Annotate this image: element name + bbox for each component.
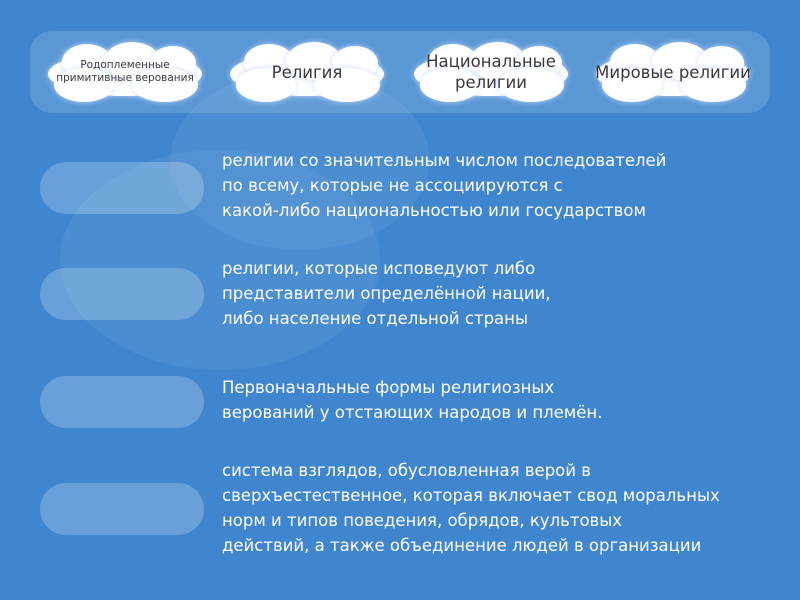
word-tile-label: Мировые религии <box>595 62 751 82</box>
word-tile-label: Национальные религии <box>426 52 556 92</box>
definition-3: Первоначальные формы религиозных верований у отстающих народов и племён. <box>222 378 603 422</box>
word-tile-tribal-beliefs[interactable] <box>44 42 206 102</box>
definition-4: система взглядов, обусловленная верой в сверхъестественное, которая включает свод моральных норм и типов поведения, обрядов, культовых действий, а также объединение людей в организации <box>222 461 720 555</box>
drop-slot-1[interactable] <box>40 162 204 214</box>
word-tile-national-religions[interactable] <box>410 42 572 102</box>
word-tile-world-religions[interactable] <box>592 42 754 102</box>
word-tile-religion[interactable] <box>226 42 388 102</box>
word-tile-label: Родоплеменные примитивные верования <box>56 59 194 84</box>
drop-slot-3[interactable] <box>40 376 204 428</box>
drop-slot-2[interactable] <box>40 268 204 320</box>
drop-slot-4[interactable] <box>40 483 204 535</box>
word-tile-label: Религия <box>271 62 343 82</box>
definition-1: религии со значительным числом последователей по всему, которые не ассоциируются с какой-либо национальностью или государством <box>222 151 667 220</box>
word-bank <box>30 31 770 113</box>
definition-2: религии, которые исповедуют либо представители определённой нации, либо население отдельной страны <box>222 259 551 328</box>
